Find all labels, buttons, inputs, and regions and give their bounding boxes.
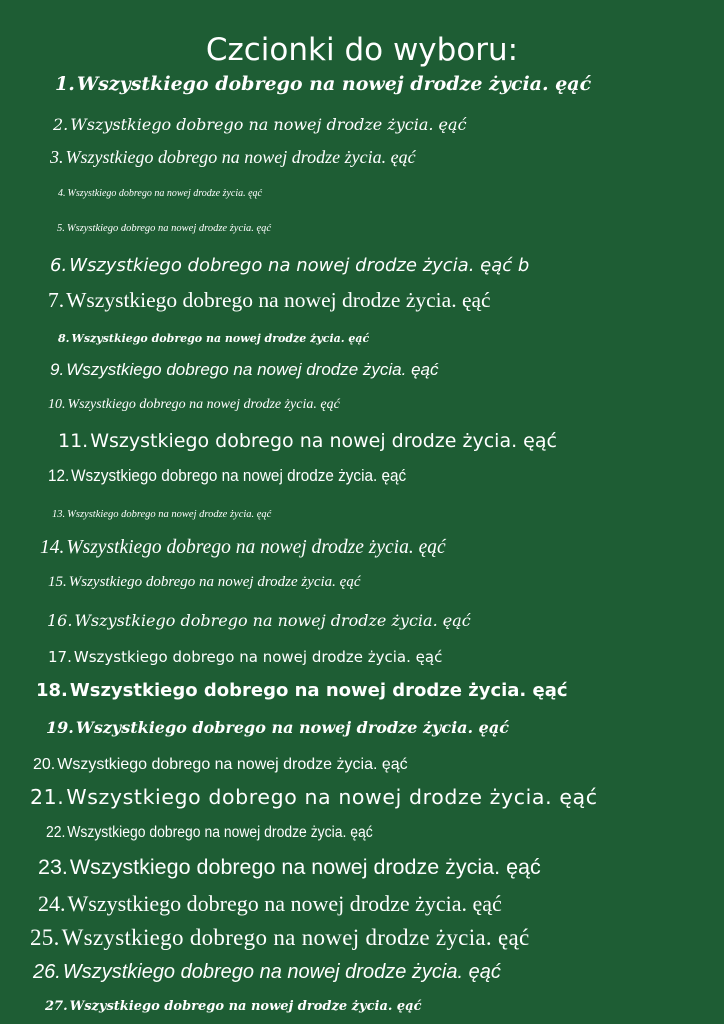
line-number: 23. [38,855,68,879]
sample-text: Wszystkiego dobrego na nowej drodze życia. ęąć [57,756,408,773]
sample-text: Wszystkiego dobrego na nowej drodze życia. ęąć [66,288,491,312]
font-sample-line-23 [38,855,541,880]
line-number: 3. [50,147,64,167]
sample-text: Wszystkiego dobrego na nowej drodze życia. ęąć [61,925,530,950]
font-sample-line-15 [48,574,361,591]
sample-text: Wszystkiego dobrego na nowej drodze życia. ęąć [62,961,501,983]
sample-text: Wszystkiego dobrego na nowej drodze życia. ęąć [71,332,370,345]
sample-text: Wszystkiego dobrego na nowej drodze życia. ęąć [68,574,361,590]
sample-text: Wszystkiego dobrego na nowej drodze życia. ęąć [69,680,568,701]
line-number: 7. [48,288,65,312]
font-sample-line-6 [50,255,529,276]
font-sample-line-7 [48,288,491,313]
font-sample-line-14 [40,537,446,559]
line-number: 5. [57,223,65,234]
font-sample-line-10 [48,397,340,413]
sample-text: Wszystkiego dobrego na nowej drodze życia. ęąć [73,648,443,666]
line-number: 11. [58,430,89,452]
font-sample-line-8 [58,332,369,345]
line-number: 10. [48,397,66,412]
sample-text: Wszystkiego dobrego na nowej drodze życia. ęąć [76,73,592,95]
sample-text: Wszystkiego dobrego na nowej drodze życia. ęąć [65,147,416,167]
line-number: 2. [53,115,69,134]
font-sample-line-1 [55,73,591,95]
font-sample-line-12 [48,466,406,486]
font-sample-line-4 [58,188,262,199]
sample-text: Wszystkiego dobrego na nowej drodze życia. ęąć [67,188,262,199]
line-number: 21. [30,785,65,809]
font-sample-line-19 [46,718,509,737]
font-sample-line-13 [52,509,271,520]
line-number: 25. [30,925,60,950]
sample-text: Wszystkiego dobrego na nowej drodze życia. ęąć [66,360,439,379]
line-number: 13. [52,509,66,520]
sample-text: Wszystkiego dobrego na nowej drodze życia. ęąć [70,115,467,134]
line-number: 17. [48,648,72,666]
line-number: 12. [48,466,70,485]
font-sample-line-21 [30,785,598,809]
font-sample-line-27 [45,999,422,1014]
sample-text: Wszystkiego dobrego na nowej drodze życia. ęąć [66,223,272,234]
sample-text: Wszystkiego dobrego na nowej drodze życia. ęąć [67,397,340,412]
line-number: 4. [58,188,66,199]
font-sample-line-18 [36,680,568,701]
sample-text: Wszystkiego dobrego na nowej drodze życia. ęąć b [69,255,530,276]
line-number: 18. [36,680,68,701]
font-sample-line-9 [50,360,439,380]
font-sample-line-5 [57,223,271,234]
line-number: 24. [38,891,66,916]
font-sample-line-2 [53,115,467,134]
line-number: 16. [47,611,73,630]
font-sample-line-22 [46,824,373,842]
font-sample-line-17 [48,648,442,666]
sample-text: Wszystkiego dobrego na nowej drodze życia. ęąć [71,466,407,485]
font-sample-line-24 [38,891,502,917]
sample-text: Wszystkiego dobrego na nowej drodze życia. ęąć [69,855,541,879]
sample-text: Wszystkiego dobrego na nowej drodze życia. ęąć [69,999,422,1014]
line-number: 14. [40,537,65,558]
page-title: Czcionki do wyboru: [205,32,519,68]
line-number: 6. [50,255,68,276]
line-number: 26. [33,961,61,983]
sample-text: Wszystkiego dobrego na nowej drodze życia. ęąć [90,430,557,452]
font-sample-line-11 [58,430,557,452]
line-number: 20. [33,756,56,773]
line-number: 27. [45,999,68,1014]
font-sample-line-20 [33,756,408,774]
sample-text: Wszystkiego dobrego na nowej drodze życia. ęąć [67,509,272,520]
font-sample-line-25 [30,925,530,951]
sample-text: Wszystkiego dobrego na nowej drodze życia. ęąć [74,611,471,630]
line-number: 1. [55,73,75,95]
line-number: 8. [58,332,70,345]
font-sample-line-16 [47,611,471,630]
sample-text: Wszystkiego dobrego na nowej drodze życia. ęąć [67,824,373,841]
font-sample-line-3 [50,147,416,168]
sample-text: Wszystkiego dobrego na nowej drodze życia. ęąć [66,785,598,809]
sample-text: Wszystkiego dobrego na nowej drodze życia. ęąć [75,718,509,737]
line-number: 9. [50,360,65,379]
font-sample-line-26 [33,961,501,984]
line-number: 15. [48,574,67,590]
line-number: 22. [46,824,66,841]
sample-text: Wszystkiego dobrego na nowej drodze życia. ęąć [67,891,502,916]
line-number: 19. [46,718,74,737]
sample-text: Wszystkiego dobrego na nowej drodze życia. ęąć [66,537,446,558]
